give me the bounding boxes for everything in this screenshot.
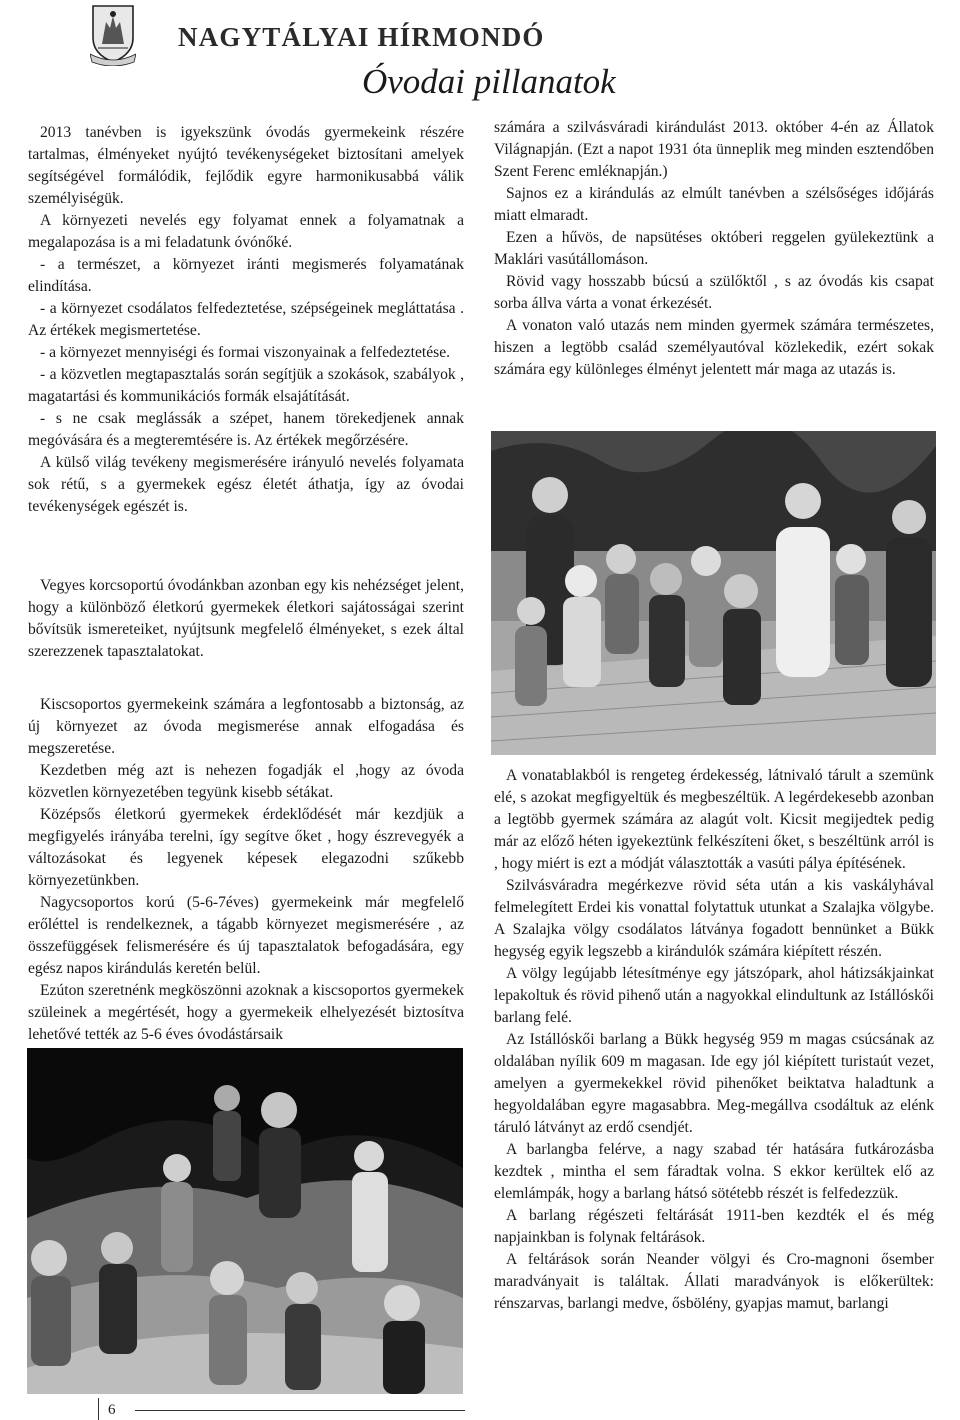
- paragraph: Középsős életkorú gyermekek érdeklődését már kezdjük a megfigyelés irányába terelni, így segítve őket , hogy észrevegyék a változásokat és legyenek képesek elegazodni szűkebb környezetünkben.: [28, 806, 464, 889]
- left-column-intro: [28, 122, 464, 518]
- paragraph: A feltárások során Neander völgyi és Cro-magnoni ősember maradványait is találtak. Állati maradványok is előkerültek: rénszarvas, barlangi medve, ősbölény, gyapjas mamut, barlangi: [494, 1251, 934, 1312]
- paragraph: - a környezet mennyiségi és formai viszonyainak a felfedeztetése.: [40, 344, 451, 361]
- paragraph: Sajnos ez a kirándulás az elmúlt tanévben a szélsőséges időjárás miatt elmaradt.: [494, 185, 934, 224]
- footer-rule: [135, 1410, 465, 1411]
- page-number: 6: [108, 1402, 116, 1418]
- section-title: Óvodai pillanatok: [362, 62, 616, 101]
- paragraph: - s ne csak meglássák a szépet, hanem törekedjenek annak megóvására és a megteremtésére is. Az értékek megőrzésére.: [28, 410, 464, 449]
- paragraph: A vonaton való utazás nem minden gyermek számára természetes, hiszen a legtöbb család személyautóval közlekedik, ezért sokak számára egy különleges élményt jelentett már maga az utazás is.: [494, 317, 934, 378]
- paragraph: Vegyes korcsoportú óvodánkban azonban egy kis nehézséget jelent, hogy a különböző életkorú gyermekek életkori sajátosságai szerint bővítsük ismereteiket, nyújtsunk megfelelő élményeket, s ezek által szerezzenek tapasztalatokat.: [28, 577, 464, 660]
- left-column-mixed-age: [28, 575, 464, 663]
- paragraph: 2013 tanévben is igyekszünk óvodás gyermekeink részére tartalmas, élményeket nyújtó tevékenységeket biztosítani amelyek segítségével formálódik, fejlődik egyre harmonikusabbá válik személyiségük.: [28, 124, 464, 207]
- group-photo-outdoor: [491, 431, 936, 755]
- left-column-groups: [28, 694, 464, 1046]
- page-header: [0, 0, 960, 118]
- paragraph: - a környezet csodálatos felfedeztetése, szépségeinek megláttatása . Az értékek megismertetése.: [28, 300, 464, 339]
- paragraph: Ezúton szeretnénk megköszönni azoknak a kiscsoportos gyermekek szüleinek a megértését, hogy a gyermekeik elhelyezését biztosítva lehetővé tették az 5-6 éves óvodástársaik: [28, 982, 464, 1043]
- paragraph: Rövid vagy hosszabb búcsú a szülőktől , s az óvodás kis csapat sorba állva várta a vonat érkezését.: [494, 273, 934, 312]
- paragraph: A környezeti nevelés egy folyamat ennek a folyamatnak a megalapozása is a mi feladatunk óvónőké.: [28, 212, 464, 251]
- paragraph: Kiscsoportos gyermekeink számára a legfontosabb a biztonság, az új környezet az óvoda megismerése annak elfogadása és megszeretése.: [28, 696, 464, 757]
- paragraph: - a természet, a környezet iránti megismerés folyamatának elindítása.: [28, 256, 464, 295]
- paragraph: A külső világ tevékeny megismerésére irányuló nevelés folyamata sok rétű, s a gyermekek egész életét áthatja, így az óvodai tevékenységek egészét is.: [28, 454, 464, 515]
- paragraph: számára a szilvásváradi kirándulást 2013. október 4-én az Állatok Világnapján. (Ezt a napot 1931 óta ünneplik meg minden esztendőben Szent Ferenc emléknapján.): [494, 119, 934, 180]
- group-photo-cave: [27, 1048, 463, 1394]
- paragraph: Kezdetben még azt is nehezen fogadják el ,hogy az óvoda közvetlen környezetében tegyünk kisebb sétákat.: [28, 762, 464, 801]
- paragraph: A barlang régészeti feltárását 1911-ben kezdték el és még napjainkban is folynak feltárások.: [494, 1207, 934, 1246]
- paragraph: Az Istállóskői barlang a Bükk hegység 959 m magas csúcsának az oldalában nyílik 609 m magasan. Ide egy jól kiépített turistaút vezet, amelyen a gyermekekkel rövid pihenőket beiktatva haladtunk a hegyoldalában egyre magasabbra. Meg-megállva csodáltuk az elénk táruló látványt az erdő csendjét.: [494, 1031, 934, 1136]
- town-crest-icon: [90, 4, 136, 66]
- paragraph: Szilvásváradra megérkezve rövid séta után a kis vaskályhával felmelegített Erdei kis vonattal folytattuk utunkat a Szalajka völgybe. A Szalajka völgy csodálatos látványa fogadott bennünket a Bükk hegység egyik legszebb a kirándulók számára kiépített részén.: [494, 877, 934, 960]
- paragraph: - a közvetlen megtapasztalás során segítjük a szokások, szabályok , magatartási és kommunikációs formák elsajátítását.: [28, 366, 464, 405]
- masthead-title: NAGYTÁLYAI HÍRMONDÓ: [178, 22, 545, 52]
- right-column-trip: [494, 117, 934, 381]
- footer-rule-tick: [98, 1398, 99, 1420]
- paragraph: Nagycsoportos korú (5-6-7éves) gyermekeink már megfelelő erőléttel is rendelkeznek, a tágabb környezet megismerésére , az összefüggések felismerésére és új tapasztalatok befogadására, egy egész napos kirándulás keretén belül.: [28, 894, 464, 977]
- paragraph: A völgy legújabb létesítménye egy játszópark, ahol hátizsákjainkat lepakoltuk és rövid pihenő után a nagyokkal elindultunk az Istállóskői barlang felé.: [494, 965, 934, 1026]
- paragraph: Ezen a hűvös, de napsütéses októberi reggelen gyülekeztünk a Maklári vasútállomáson.: [494, 229, 934, 268]
- paragraph: A barlangba felérve, a nagy szabad tér hatására futkározásba kezdtek , mintha el sem fáradtak volna. S ekkor kerültek elő az elemlámpák, hogy a barlang hátsó sötétebb részét is felfedezzük.: [494, 1141, 934, 1202]
- right-column-cave: [494, 765, 934, 1315]
- paragraph: A vonatablakból is rengeteg érdekesség, látnivaló tárult a szemünk elé, s azokat megfigyeltük és megbeszéltük. A legérdekesebb azonban a legtöbb gyermek számára az alagút volt. Kicsit megijedtek pedig már az előző héten igyekeztünk felkészíteni őket, s beszéltünk arról is , hogy miért is ezt a módját választották a vasúti pálya építésének.: [494, 767, 934, 872]
